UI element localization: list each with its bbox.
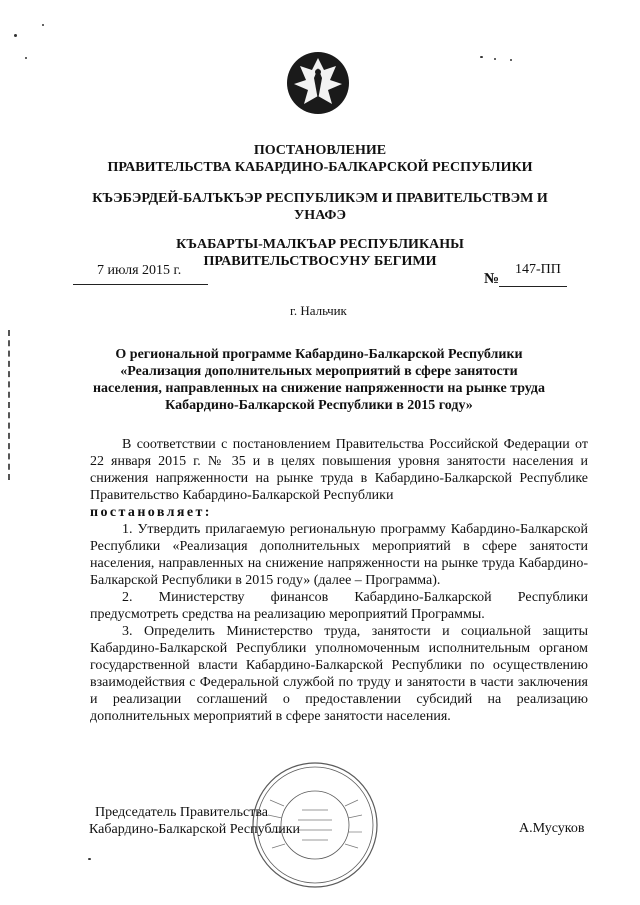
date-underline (73, 284, 208, 285)
document-title: О региональной программе Кабардино-Балкарской Республики «Реализация дополнительных мероприятий в сфере занятости населения, направленных на снижение напряженности на рынке труда Кабардино-Балкарской Республики в 2015 году» (92, 347, 546, 413)
balkar-heading: КЪАБАРТЫ-МАЛКЪАР РЕСПУБЛИКАНЫ ПРАВИТЕЛЬСТВОСУНУ БЕГИМИ (176, 237, 464, 269)
kabardian-heading: КЪЭБЭРДЕЙ-БАЛЪКЪЭР РЕСПУБЛИКЭМ И ПРАВИТЕЛЬСТВЭМ И УНАФЭ (92, 191, 548, 223)
coat-of-arms-emblem (284, 50, 352, 116)
paragraph-3: 3. Определить Министерство труда, занятости и социальной защиты Кабардино-Балкарской Республики уполномоченным исполнительным органом государственной власти Кабардино-Балкарской Республики по осуществлению взаимодействия с Федеральной службой по труду и занятости в части заключения и реализации соглашений о предоставлении субсидий на реализацию дополнительных мероприятий в сфере занятости населения. (90, 624, 588, 724)
city-name: г. Нальчик (290, 303, 347, 318)
government-heading: ПРАВИТЕЛЬСТВА КАБАРДИНО-БАЛКАРСКОЙ РЕСПУБЛИКИ (107, 160, 533, 175)
document-body (90, 436, 588, 725)
scan-speck (88, 858, 91, 860)
resolves-word: постановляет: (90, 505, 212, 520)
scan-speck (510, 59, 512, 61)
scan-speck (25, 57, 27, 59)
scan-speck (494, 58, 496, 60)
signatory-name: А.Мусуков (519, 821, 585, 836)
document-date: 7 июля 2015 г. (97, 263, 182, 278)
signatory-role-line1: Председатель Правительства (95, 805, 268, 820)
intro-paragraph: В соответствии с постановлением Правительства Российской Федерации от 22 января 2015 г. № 35 и в целях повышения уровня занятости населения и снижения напряженности на рынке труда в Кабардино-Балкарской Республике Правительство Кабардино-Балкарской Республики (90, 437, 588, 503)
signatory-role (89, 804, 300, 838)
paragraph-1: 1. Утвердить прилагаемую региональную программу Кабардино-Балкарской Республики «Реализация дополнительных мероприятий в сфере занятости населения, направленных на снижение напряженности на рынке труда Кабардино-Балкарской Республики в 2015 году» (далее – Программа). (90, 522, 588, 588)
signatory-role-line2: Кабардино-Балкарской Республики (89, 822, 300, 837)
scan-speck (14, 34, 17, 37)
scan-speck (42, 24, 44, 26)
doc-type-heading: ПОСТАНОВЛЕНИЕ (253, 143, 387, 158)
number-label: № (484, 271, 500, 287)
scan-speck (480, 56, 483, 58)
document-number: 147-ПП (515, 262, 561, 277)
paragraph-2: 2. Министерству финансов Кабардино-Балкарской Республики предусмотреть средства на реализацию мероприятий Программы. (90, 590, 588, 622)
number-underline (499, 286, 567, 287)
scan-edge-mark (8, 330, 13, 480)
